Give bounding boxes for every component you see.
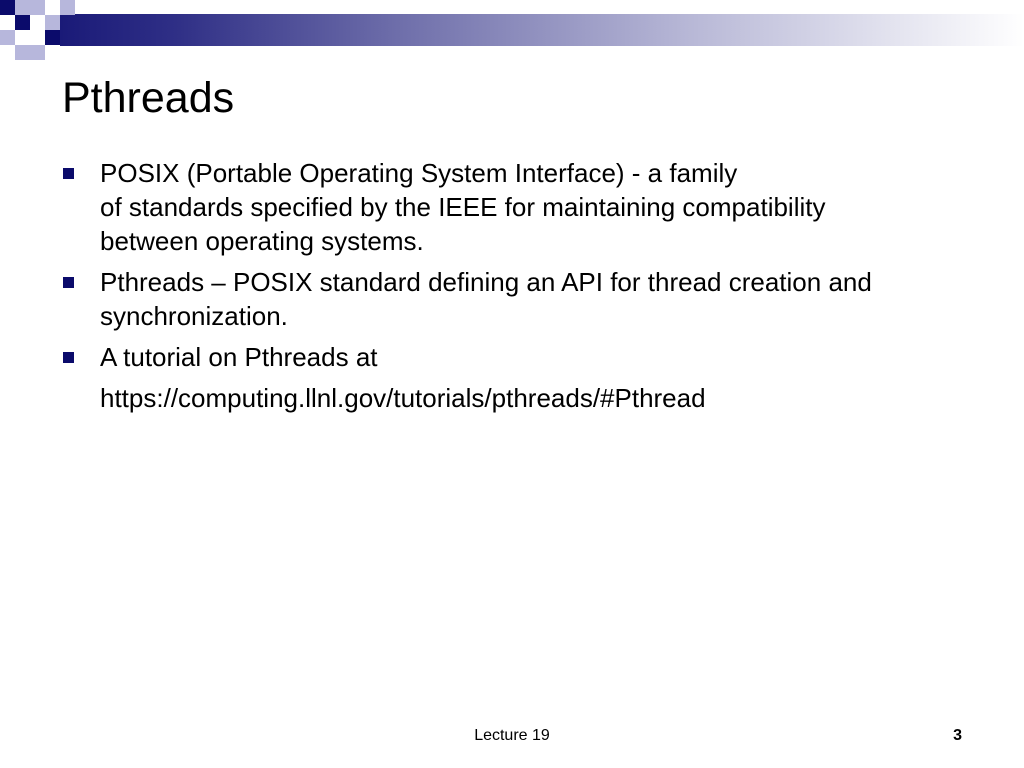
banner-square — [30, 45, 45, 60]
banner-square — [30, 0, 45, 15]
bullet-line: POSIX (Portable Operating System Interface) - a family — [100, 158, 738, 188]
banner-square — [45, 15, 60, 30]
banner-gradient-bar — [60, 14, 1024, 46]
top-decorative-banner — [0, 0, 1024, 60]
bullet-item — [100, 265, 980, 333]
bullet-line: synchronization. — [100, 301, 288, 331]
bullet-line: of standards specified by the IEEE for maintaining compatibility — [100, 192, 826, 222]
bullet-line: between operating systems. — [100, 226, 424, 256]
slide-number: 3 — [953, 727, 962, 744]
bullet-item — [100, 156, 980, 258]
bullet-line: Pthreads – POSIX standard defining an API for thread creation and — [100, 267, 872, 297]
banner-square — [0, 0, 15, 15]
bullet-line: A tutorial on Pthreads at — [100, 342, 378, 372]
slide-content — [100, 156, 980, 415]
banner-square — [45, 30, 60, 45]
tutorial-link[interactable]: https://computing.llnl.gov/tutorials/pthreads/#Pthread — [100, 383, 706, 413]
banner-square — [60, 0, 75, 15]
square-bullet-icon — [63, 352, 74, 363]
footer-lecture-label: Lecture 19 — [474, 727, 550, 744]
banner-square — [15, 15, 30, 30]
banner-square — [0, 30, 15, 45]
square-bullet-icon — [63, 168, 74, 179]
bullet-item — [100, 340, 980, 374]
banner-square — [15, 45, 30, 60]
banner-square — [15, 0, 30, 15]
square-bullet-icon — [63, 277, 74, 288]
slide-title: Pthreads — [62, 74, 235, 122]
